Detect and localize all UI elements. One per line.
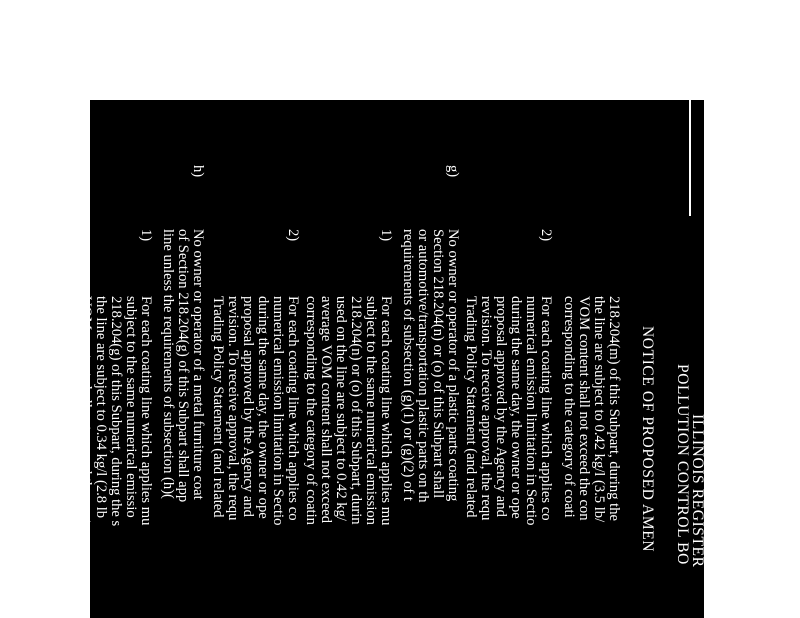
text-line: No owner or operator of a plastic parts coating	[445, 229, 461, 502]
text-line: 1)	[378, 229, 394, 242]
notice-heading: NOTICE OF PROPOSED AMEN	[639, 326, 656, 553]
text-line: average VOM content shall not exceed	[318, 296, 334, 524]
text-line: VOM content shall not exceed the coat	[78, 296, 94, 524]
text-line: of Section 218.204(g) of this Subpart shall app	[175, 229, 191, 503]
register-heading: ILLINOIS REGISTER	[689, 414, 706, 568]
text-line: Trading Policy Statement (and related	[210, 296, 226, 518]
text-line: 218.204(m) of this Subpart, during the	[606, 296, 622, 521]
text-line: numerical emission limitation in Sectio	[270, 296, 286, 526]
scanned-page	[78, 100, 706, 618]
text-line: VOM content shall not exceed the con	[576, 296, 592, 521]
board-heading: POLLUTION CONTROL BO	[674, 364, 691, 565]
text-line: requirements of subsection (g)(1) or (g)(2) of t	[400, 229, 416, 501]
text-line: the line are subject to 0.34 kg/l (2.8 lb	[93, 296, 109, 519]
text-line: corresponding to the category of coati	[561, 296, 577, 518]
text-line: subject to the same numerical emission	[363, 296, 379, 525]
text-line: Section 218.204(n) or (o) of this Subpart shall	[430, 229, 446, 499]
text-line: 2)	[538, 229, 554, 242]
text-line: during the same day, the owner or ope	[508, 296, 524, 519]
text-line: 1)	[138, 229, 154, 242]
text-line: 218.204(g) of this Subpart, during the s	[108, 296, 124, 527]
text-line: subject to the same numerical emissio	[123, 296, 139, 518]
text-line: 218.204(n) or (o) of this Subpart, durin	[348, 296, 364, 525]
text-line: the line are subject to 0.42 kg/l (3.5 lb/	[591, 296, 607, 523]
text-line: proposal approved by the Agency and	[240, 296, 256, 517]
text-line: used on the line are subject to 0.42 kg/	[333, 296, 349, 521]
text-line: revision. To receive approval, the requ	[225, 296, 241, 521]
text-line: or automotive/transportation plastic parts on th	[415, 229, 431, 503]
text-line: corresponding to the category of coatin	[303, 296, 319, 525]
text-line: during the same day, the owner or ope	[255, 296, 271, 519]
page-edge-rule	[689, 100, 691, 216]
text-line: h)	[190, 165, 206, 178]
text-line: Trading Policy Statement (and related	[463, 296, 479, 518]
text-line: proposal approved by the Agency and	[493, 296, 509, 517]
text-line: For each coating line which applies co	[538, 296, 554, 521]
text-line: No owner or operator of a metal furniture coat	[190, 229, 206, 500]
text-line: g)	[445, 165, 461, 178]
text-line: For each coating line which applies co	[285, 296, 301, 521]
text-line: revision. To receive approval, the requ	[478, 296, 494, 521]
text-line: numerical emission limitation in Sectio	[523, 296, 539, 526]
text-line: For each coating line which applies mu	[378, 296, 394, 526]
text-line: 2)	[285, 229, 301, 242]
text-line: For each coating line which applies mu	[138, 296, 154, 526]
text-line: line unless the requirements of subsection (h)(	[160, 229, 176, 499]
